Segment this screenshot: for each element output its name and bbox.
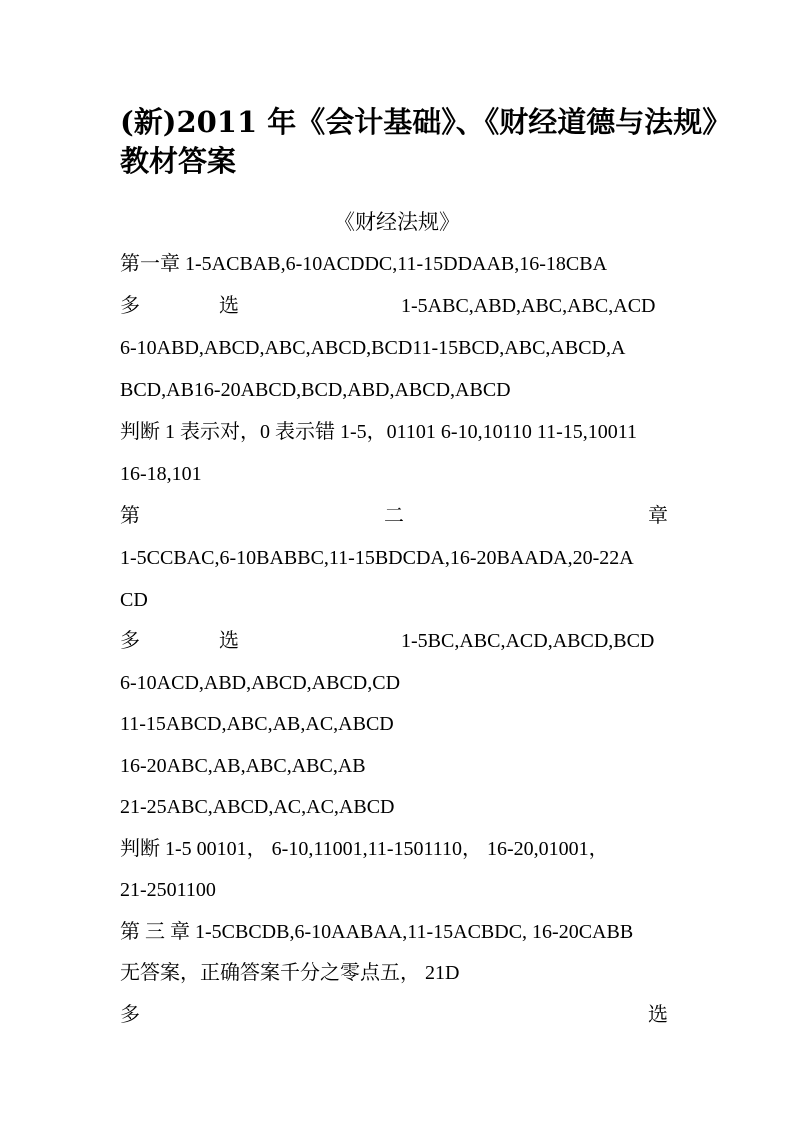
document-title-line-1: (新)2011 年《会计基础》、《财经道德与法规》 [120,105,732,139]
multi-label-char-2: 选 [219,295,239,317]
multi-label-char-2: 选 [219,630,239,652]
chapter3-single-line-1: 第 三 章 1-5CBCDB,6-10AABAA,11-15ACBDC, 16-20CABB [120,921,634,943]
chapter2-heading-char-2: 二 [384,505,404,527]
chapter2-judge-line-1: 判断 1-5 00101， 6-10,11001,11-1501110， 16-20,01001， [120,838,609,860]
chapter1-multi-first: 1-5ABC,ABD,ABC,ABC,ACD [401,295,656,317]
chapter2-multi-line-4: 16-20ABC,AB,ABC,ABC,AB [120,755,366,777]
chapter1-judge-line-1: 判断 1 表示对，0 表示错 1-5，01101 6-10,10110 11-15,10011 [120,421,638,443]
chapter3-multi-choice-row [120,1001,668,1029]
chapter2-multi-line-2: 6-10ACD,ABD,ABCD,ABCD,CD [120,672,401,694]
chapter2-multi-first: 1-5BC,ABC,ACD,ABCD,BCD [401,630,655,652]
chapter1-judge-line-2: 16-18,101 [120,463,202,485]
chapter2-multi-line-5: 21-25ABC,ABCD,AC,AC,ABCD [120,796,395,818]
document-title-line-2: 教材答案 [120,144,237,178]
chapter3-single-line-2: 无答案，正确答案千分之零点五， 21D [120,962,460,984]
chapter2-heading-char-3: 章 [648,505,668,527]
chapter2-single-line-1: 1-5CCBAC,6-10BABBC,11-15BDCDA,16-20BAADA,20-22A [120,547,634,569]
chapter1-single-choice: 第一章 1-5ACBAB,6-10ACDDC,11-15DDAAB,16-18CBA [120,253,608,275]
multi-label-char-2: 选 [648,1004,668,1026]
chapter2-heading-char-1: 第 [120,505,140,527]
chapter1-multi-line-3: BCD,AB16-20ABCD,BCD,ABD,ABCD,ABCD [120,379,511,401]
multi-label-char-1: 多 [120,630,140,652]
multi-label-char-1: 多 [120,295,140,317]
chapter2-heading [120,502,668,530]
chapter2-single-line-2: CD [120,589,148,611]
multi-label-char-1: 多 [120,1004,140,1026]
section-heading: 《财经法规》 [334,210,460,234]
chapter2-multi-line-3: 11-15ABCD,ABC,AB,AC,ABCD [120,713,394,735]
chapter2-judge-line-2: 21-2501100 [120,879,216,901]
chapter1-multi-line-2: 6-10ABD,ABCD,ABC,ABCD,BCD11-15BCD,ABC,ABCD,A [120,337,626,359]
